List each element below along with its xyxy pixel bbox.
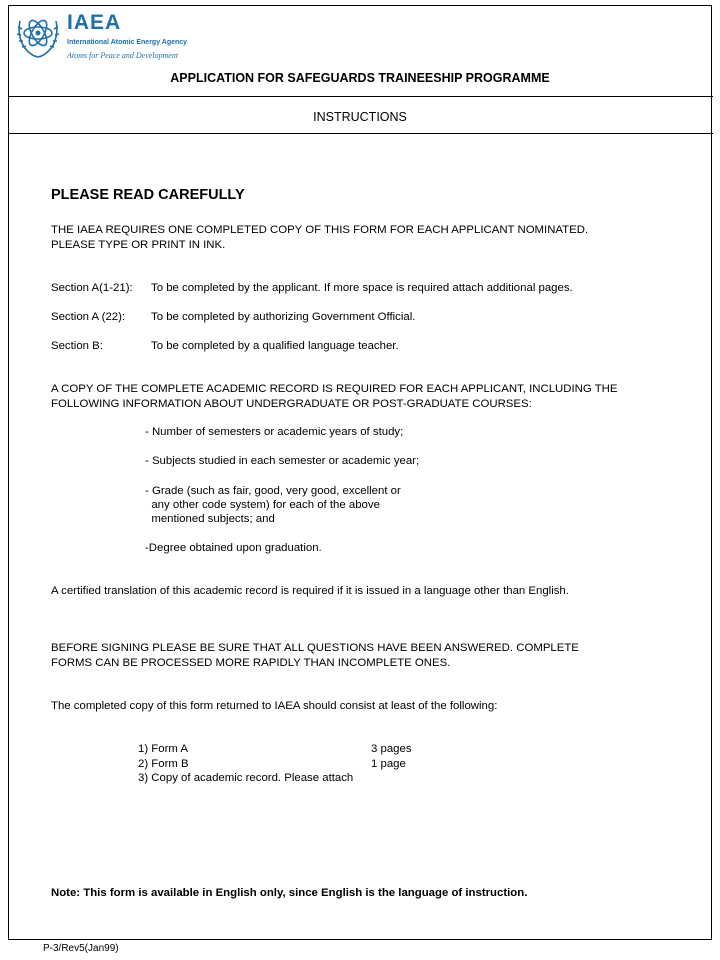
item-form-b-pages: 1 page <box>371 758 406 770</box>
section-a22-text: To be completed by authorizing Government Official. <box>151 311 416 323</box>
before-signing-line-1: BEFORE SIGNING PLEASE BE SURE THAT ALL QUESTIONS HAVE BEEN ANSWERED. COMPLETE <box>51 642 579 654</box>
page-title: APPLICATION FOR SAFEGUARDS TRAINEESHIP PROGRAMME <box>170 71 550 85</box>
section-b-text: To be completed by a qualified language teacher. <box>151 340 399 352</box>
bullet-degree: -Degree obtained upon graduation. <box>145 542 322 554</box>
logo-motto: Atoms for Peace and Development <box>67 51 179 60</box>
intro-line-2: PLEASE TYPE OR PRINT IN INK. <box>51 239 226 251</box>
item-academic-record: 3) Copy of academic record. Please attach <box>138 772 354 784</box>
item-form-a-pages: 3 pages <box>371 743 412 755</box>
bullet-semesters: - Number of semesters or academic years of study; <box>145 426 404 438</box>
iaea-logo <box>14 9 204 67</box>
logo-acronym: IAEA <box>67 11 122 34</box>
form-frame <box>8 5 712 940</box>
before-signing-line-2: FORMS CAN BE PROCESSED MORE RAPIDLY THAN INCOMPLETE ONES. <box>51 657 451 669</box>
intro-line-1: THE IAEA REQUIRES ONE COMPLETED COPY OF THIS FORM FOR EACH APPLICANT NOMINATED. <box>51 224 589 236</box>
return-intro: The completed copy of this form returned to IAEA should consist at least of the following: <box>51 700 498 712</box>
atom-emblem-icon <box>14 9 62 63</box>
please-read-heading: PLEASE READ CAREFULLY <box>51 187 245 203</box>
form-code: P-3/Rev5(Jan99) <box>43 943 119 954</box>
section-a22-label: Section A (22): <box>51 311 126 323</box>
bullet-grade-line-1: - Grade (such as fair, good, very good, excellent or <box>145 485 401 497</box>
logo-agency-name: International Atomic Energy Agency <box>67 39 188 46</box>
divider-instructions <box>8 133 713 134</box>
academic-record-line-2: FOLLOWING INFORMATION ABOUT UNDERGRADUATE OR POST-GRADUATE COURSES: <box>51 398 532 410</box>
translation-note: A certified translation of this academic record is required if it is issued in a language other than English. <box>51 585 569 597</box>
section-a1-label: Section A(1-21): <box>51 282 133 294</box>
section-a1-text: To be completed by the applicant. If more space is required attach additional pages. <box>151 282 573 294</box>
bullet-grade-line-2: any other code system) for each of the above <box>145 499 380 511</box>
language-note: Note: This form is available in English only, since English is the language of instruction. <box>51 887 528 899</box>
item-form-a: 1) Form A <box>138 743 189 755</box>
bullet-subjects: - Subjects studied in each semester or academic year; <box>145 455 420 467</box>
bullet-grade-line-3: mentioned subjects; and <box>145 513 275 525</box>
section-b-label: Section B: <box>51 340 103 352</box>
item-form-b: 2) Form B <box>138 758 189 770</box>
divider-title <box>8 96 713 97</box>
instructions-heading: INSTRUCTIONS <box>313 110 407 124</box>
academic-record-line-1: A COPY OF THE COMPLETE ACADEMIC RECORD IS REQUIRED FOR EACH APPLICANT, INCLUDING THE <box>51 383 618 395</box>
